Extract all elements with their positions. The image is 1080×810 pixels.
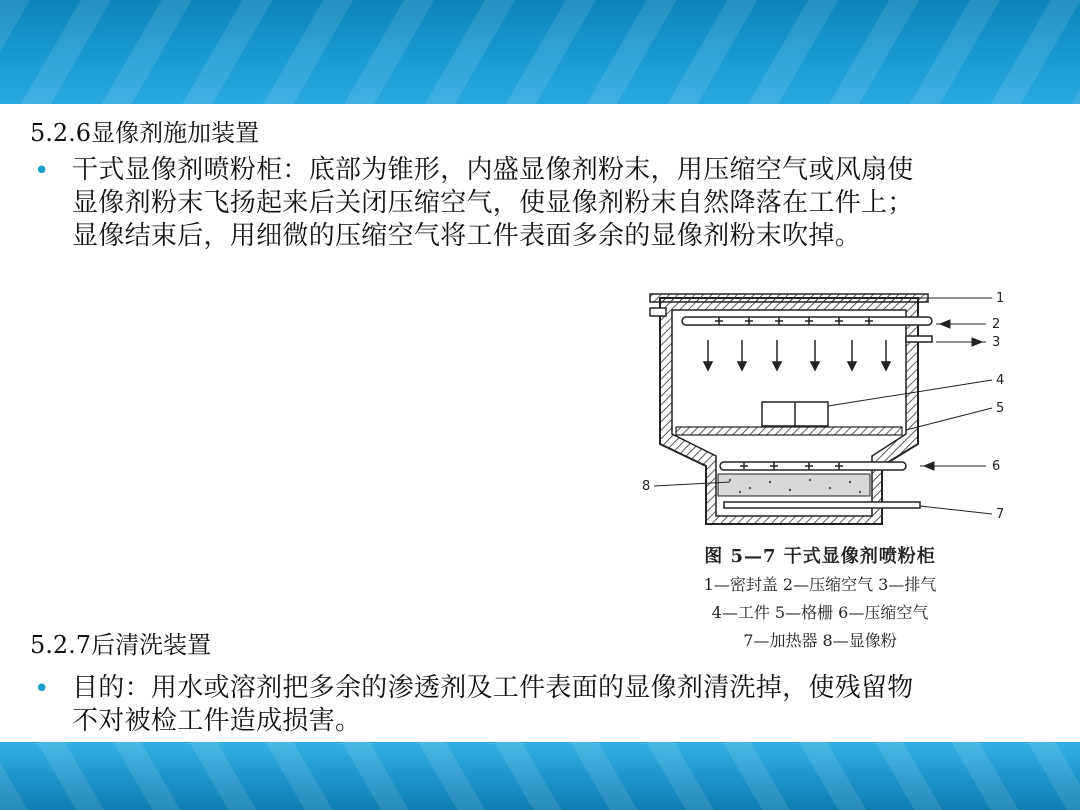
paragraph-line: 目的：用水或溶剂把多余的渗透剂及工件表面的显像剂清洗掉，使残留物: [72, 673, 914, 703]
figure-legend-line: 7—加热器 8—显像粉: [743, 631, 897, 650]
heater: [724, 502, 920, 508]
label-1: 1: [996, 291, 1005, 306]
bullet-dot: •: [34, 156, 50, 186]
label-4: 4: [996, 373, 1005, 388]
bottom-decorative-band: [0, 742, 1080, 810]
dry-developer-cabinet-figure: [620, 284, 1020, 654]
section-heading-developer-device: 5.2.6显像剂施加装置: [30, 119, 260, 147]
cabinet-diagram: [620, 284, 1020, 534]
figure-caption-title: 图 5—7 干式显像剂喷粉柜: [704, 546, 936, 567]
paragraph-line: 显像结束后，用细微的压缩空气将工件表面多余的显像剂粉末吹掉。: [72, 221, 862, 251]
label-7: 7: [996, 507, 1005, 522]
paragraph-line: 显像剂粉末飞扬起来后关闭压缩空气，使显像剂粉末自然降落在工件上；: [72, 188, 914, 218]
label-5: 5: [996, 401, 1005, 416]
paragraph-line: 干式显像剂喷粉柜：底部为锥形，内盛显像剂粉末，用压缩空气或风扇使: [72, 155, 914, 185]
paragraph-line: 不对被检工件造成损害。: [72, 706, 362, 736]
label-6: 6: [992, 459, 1001, 474]
grid-grille: [676, 427, 902, 435]
top-decorative-band: [0, 0, 1080, 104]
bullet-dot: •: [34, 674, 50, 704]
figure-legend-line: 1—密封盖 2—压缩空气 3—排气: [703, 575, 937, 594]
post-cleaning-paragraph: [72, 672, 1052, 738]
label-8: 8: [642, 479, 651, 494]
label-2: 2: [992, 317, 1001, 332]
label-3: 3: [992, 335, 1001, 350]
developer-device-paragraph: [72, 154, 1052, 253]
exhaust-pipe: [906, 336, 932, 342]
section-heading-post-cleaning: 5.2.7后清洗装置: [30, 631, 212, 659]
sealing-lid: [650, 294, 928, 302]
figure-legend-line: 4—工件 5—格栅 6—压缩空气: [711, 603, 929, 622]
